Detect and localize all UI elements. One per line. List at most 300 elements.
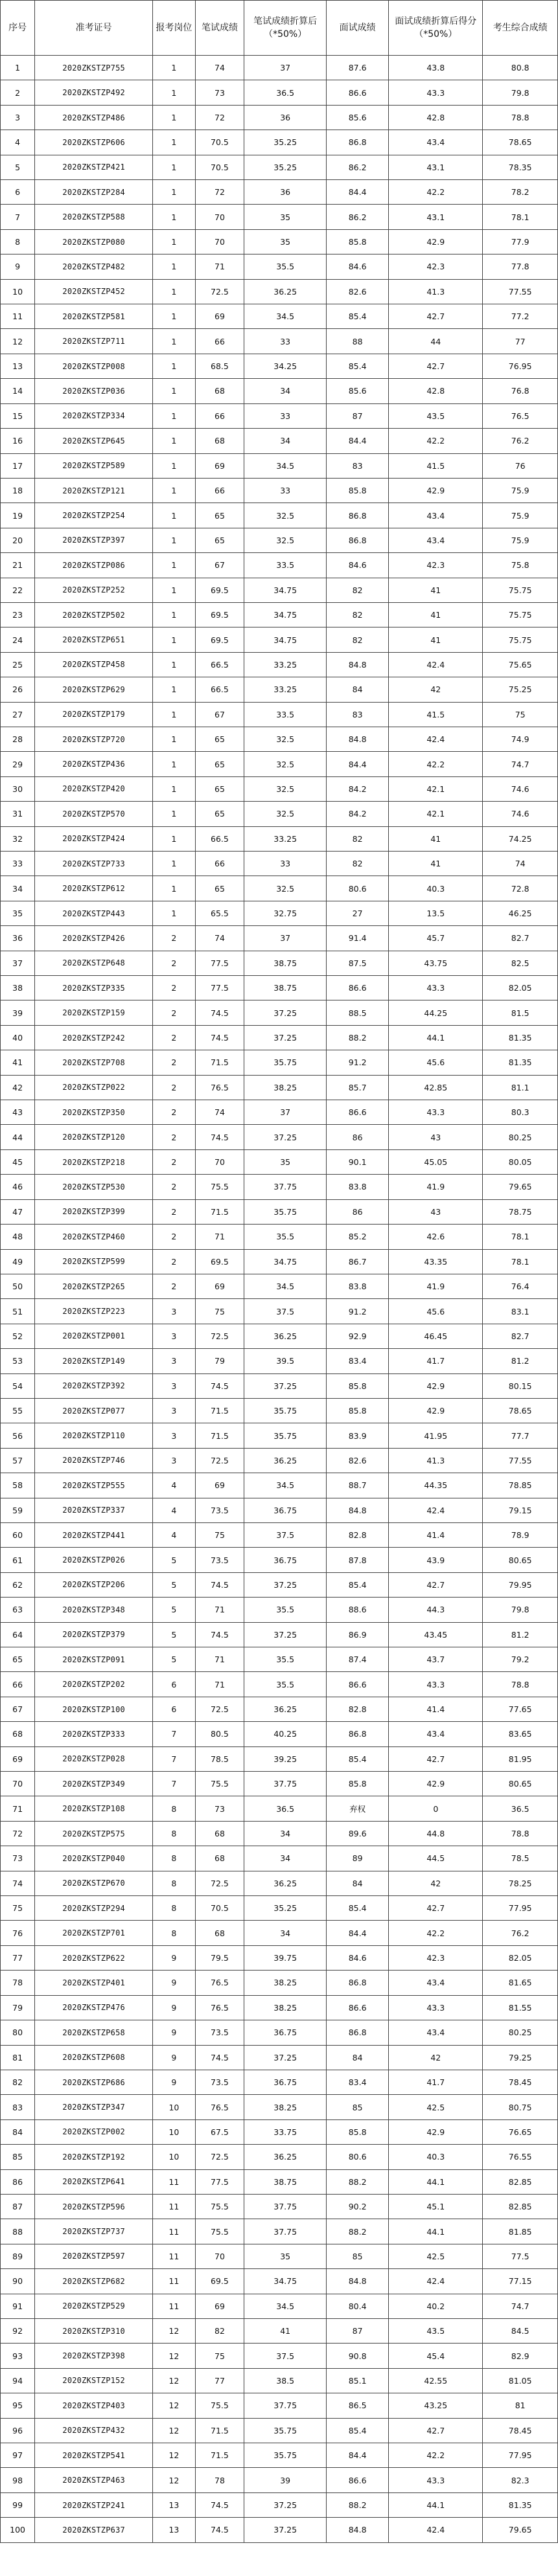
table-row bbox=[1, 329, 558, 354]
cell-written-weighted: 36.5 bbox=[244, 80, 327, 105]
cell-interview-score: 83.8 bbox=[327, 1175, 389, 1199]
cell-written-score: 70.5 bbox=[195, 130, 244, 155]
cell-exam-id: 2020ZKSTZP350 bbox=[35, 1100, 153, 1125]
cell-written-score: 69.5 bbox=[195, 602, 244, 627]
cell-interview-weighted: 46.45 bbox=[389, 1324, 483, 1348]
cell-position: 4 bbox=[153, 1473, 195, 1498]
cell-written-weighted: 33.25 bbox=[244, 677, 327, 702]
cell-total-score: 80.05 bbox=[483, 1149, 558, 1174]
cell-seq: 100 bbox=[1, 2518, 35, 2542]
cell-written-weighted: 36.25 bbox=[244, 2145, 327, 2169]
cell-written-weighted: 39.25 bbox=[244, 1746, 327, 1771]
cell-total-score: 78.45 bbox=[483, 2418, 558, 2443]
cell-interview-score: 85.4 bbox=[327, 1746, 389, 1771]
cell-position: 2 bbox=[153, 1149, 195, 1174]
table-row bbox=[1, 752, 558, 776]
cell-interview-score: 83.9 bbox=[327, 1423, 389, 1448]
cell-interview-weighted: 41.7 bbox=[389, 2070, 483, 2094]
cell-written-weighted: 37.25 bbox=[244, 2045, 327, 2070]
cell-interview-score: 87.4 bbox=[327, 1647, 389, 1672]
cell-position: 1 bbox=[153, 627, 195, 652]
cell-written-weighted: 32.5 bbox=[244, 503, 327, 528]
table-row bbox=[1, 1772, 558, 1796]
cell-written-weighted: 35.75 bbox=[244, 1398, 327, 1423]
cell-position: 1 bbox=[153, 503, 195, 528]
cell-written-weighted: 35.5 bbox=[244, 1225, 327, 1249]
cell-interview-score: 82.8 bbox=[327, 1522, 389, 1547]
cell-total-score: 75.9 bbox=[483, 503, 558, 528]
cell-written-score: 77.5 bbox=[195, 2169, 244, 2194]
cell-interview-score: 84.4 bbox=[327, 752, 389, 776]
table-row bbox=[1, 229, 558, 254]
cell-position: 12 bbox=[153, 2393, 195, 2418]
cell-interview-score: 82 bbox=[327, 852, 389, 876]
cell-exam-id: 2020ZKSTZP110 bbox=[35, 1423, 153, 1448]
cell-interview-weighted: 42.4 bbox=[389, 2269, 483, 2294]
cell-position: 12 bbox=[153, 2418, 195, 2443]
cell-interview-weighted: 42.9 bbox=[389, 1772, 483, 1796]
table-row bbox=[1, 1448, 558, 1473]
cell-seq: 49 bbox=[1, 1249, 35, 1274]
cell-interview-score: 88.5 bbox=[327, 1000, 389, 1025]
cell-written-weighted: 34.5 bbox=[244, 453, 327, 478]
cell-interview-score: 90.8 bbox=[327, 2344, 389, 2368]
header-interview-weighted: 面试成绩折算后得分（*50%） bbox=[389, 1, 483, 56]
cell-seq: 45 bbox=[1, 1149, 35, 1174]
table-row bbox=[1, 1149, 558, 1174]
cell-seq: 14 bbox=[1, 379, 35, 403]
cell-exam-id: 2020ZKSTZP159 bbox=[35, 1000, 153, 1025]
cell-total-score: 75.9 bbox=[483, 528, 558, 552]
cell-written-weighted: 36.75 bbox=[244, 2020, 327, 2045]
cell-written-weighted: 38.25 bbox=[244, 1995, 327, 2020]
cell-position: 12 bbox=[153, 2368, 195, 2393]
cell-seq: 12 bbox=[1, 329, 35, 354]
table-row bbox=[1, 1796, 558, 1821]
cell-exam-id: 2020ZKSTZP482 bbox=[35, 254, 153, 279]
cell-written-weighted: 36.25 bbox=[244, 1871, 327, 1895]
cell-interview-score: 83.8 bbox=[327, 1274, 389, 1298]
cell-interview-score: 80.6 bbox=[327, 2145, 389, 2169]
cell-written-weighted: 37.25 bbox=[244, 1373, 327, 1398]
cell-interview-score: 84 bbox=[327, 2045, 389, 2070]
cell-interview-score: 88.6 bbox=[327, 1598, 389, 1622]
cell-written-weighted: 37.25 bbox=[244, 1000, 327, 1025]
cell-exam-id: 2020ZKSTZP737 bbox=[35, 2219, 153, 2244]
cell-exam-id: 2020ZKSTZP036 bbox=[35, 379, 153, 403]
cell-interview-weighted: 43.4 bbox=[389, 1722, 483, 1746]
cell-exam-id: 2020ZKSTZP086 bbox=[35, 553, 153, 578]
cell-seq: 88 bbox=[1, 2219, 35, 2244]
cell-interview-weighted: 41.7 bbox=[389, 1349, 483, 1373]
cell-written-score: 74.5 bbox=[195, 1000, 244, 1025]
cell-interview-weighted: 42.2 bbox=[389, 1921, 483, 1945]
cell-interview-weighted: 45.6 bbox=[389, 1050, 483, 1075]
cell-seq: 38 bbox=[1, 976, 35, 1000]
cell-exam-id: 2020ZKSTZP746 bbox=[35, 1448, 153, 1473]
cell-seq: 53 bbox=[1, 1349, 35, 1373]
cell-interview-score: 86.8 bbox=[327, 2020, 389, 2045]
cell-total-score: 76 bbox=[483, 453, 558, 478]
cell-total-score: 78.1 bbox=[483, 1225, 558, 1249]
cell-exam-id: 2020ZKSTZP443 bbox=[35, 901, 153, 925]
cell-interview-score: 86.6 bbox=[327, 80, 389, 105]
cell-exam-id: 2020ZKSTZP223 bbox=[35, 1299, 153, 1324]
cell-written-weighted: 35.75 bbox=[244, 2418, 327, 2443]
cell-interview-score: 88.2 bbox=[327, 2219, 389, 2244]
cell-exam-id: 2020ZKSTZP337 bbox=[35, 1498, 153, 1522]
cell-total-score: 80.3 bbox=[483, 1100, 558, 1125]
cell-position: 6 bbox=[153, 1697, 195, 1721]
cell-written-score: 73.5 bbox=[195, 2070, 244, 2094]
cell-written-score: 69 bbox=[195, 1274, 244, 1298]
table-row bbox=[1, 1622, 558, 1647]
cell-seq: 16 bbox=[1, 429, 35, 453]
cell-total-score: 82.05 bbox=[483, 976, 558, 1000]
cell-written-weighted: 35.25 bbox=[244, 1896, 327, 1921]
cell-written-score: 74 bbox=[195, 1100, 244, 1125]
cell-position: 11 bbox=[153, 2294, 195, 2318]
cell-exam-id: 2020ZKSTZP486 bbox=[35, 105, 153, 130]
cell-written-score: 65.5 bbox=[195, 901, 244, 925]
cell-position: 5 bbox=[153, 1622, 195, 1647]
cell-position: 1 bbox=[153, 602, 195, 627]
cell-total-score: 77.65 bbox=[483, 1697, 558, 1721]
cell-written-weighted: 32.5 bbox=[244, 727, 327, 751]
cell-exam-id: 2020ZKSTZP149 bbox=[35, 1349, 153, 1373]
cell-written-score: 71 bbox=[195, 1672, 244, 1697]
cell-exam-id: 2020ZKSTZP651 bbox=[35, 627, 153, 652]
cell-written-score: 69 bbox=[195, 304, 244, 329]
cell-seq: 98 bbox=[1, 2468, 35, 2492]
cell-exam-id: 2020ZKSTZP441 bbox=[35, 1522, 153, 1547]
cell-total-score: 81 bbox=[483, 2393, 558, 2418]
cell-interview-weighted: 42.5 bbox=[389, 2244, 483, 2268]
cell-written-score: 71.5 bbox=[195, 1423, 244, 1448]
table-row bbox=[1, 852, 558, 876]
cell-interview-weighted: 41.3 bbox=[389, 1448, 483, 1473]
cell-seq: 57 bbox=[1, 1448, 35, 1473]
cell-position: 1 bbox=[153, 229, 195, 254]
cell-interview-score: 90.1 bbox=[327, 1149, 389, 1174]
cell-written-weighted: 37.75 bbox=[244, 2219, 327, 2244]
cell-interview-weighted: 42.9 bbox=[389, 2119, 483, 2144]
table-row bbox=[1, 1050, 558, 1075]
table-row bbox=[1, 2169, 558, 2194]
cell-interview-score: 84 bbox=[327, 677, 389, 702]
cell-position: 1 bbox=[153, 56, 195, 80]
cell-interview-score: 85.1 bbox=[327, 2368, 389, 2393]
table-row bbox=[1, 1274, 558, 1298]
cell-written-weighted: 38.75 bbox=[244, 951, 327, 975]
cell-total-score: 81.2 bbox=[483, 1622, 558, 1647]
cell-written-weighted: 33 bbox=[244, 852, 327, 876]
cell-interview-weighted: 42.7 bbox=[389, 304, 483, 329]
cell-interview-score: 85.4 bbox=[327, 1572, 389, 1597]
cell-interview-weighted: 42.9 bbox=[389, 229, 483, 254]
cell-interview-weighted: 13.5 bbox=[389, 901, 483, 925]
cell-written-weighted: 34 bbox=[244, 1921, 327, 1945]
cell-interview-weighted: 42.3 bbox=[389, 254, 483, 279]
cell-exam-id: 2020ZKSTZP421 bbox=[35, 155, 153, 179]
cell-position: 2 bbox=[153, 1000, 195, 1025]
cell-total-score: 76.5 bbox=[483, 403, 558, 428]
cell-seq: 29 bbox=[1, 752, 35, 776]
cell-exam-id: 2020ZKSTZP426 bbox=[35, 926, 153, 951]
cell-interview-weighted: 42.4 bbox=[389, 2518, 483, 2542]
cell-written-score: 65 bbox=[195, 503, 244, 528]
cell-interview-weighted: 42.9 bbox=[389, 1398, 483, 1423]
table-row bbox=[1, 1921, 558, 1945]
table-row bbox=[1, 1722, 558, 1746]
cell-total-score: 81.55 bbox=[483, 1995, 558, 2020]
cell-interview-weighted: 41 bbox=[389, 826, 483, 851]
cell-exam-id: 2020ZKSTZP529 bbox=[35, 2294, 153, 2318]
table-row bbox=[1, 1697, 558, 1721]
cell-written-weighted: 36.25 bbox=[244, 1324, 327, 1348]
cell-seq: 68 bbox=[1, 1722, 35, 1746]
cell-written-score: 67 bbox=[195, 702, 244, 727]
cell-exam-id: 2020ZKSTZP502 bbox=[35, 602, 153, 627]
cell-written-score: 71.5 bbox=[195, 1398, 244, 1423]
cell-exam-id: 2020ZKSTZP179 bbox=[35, 702, 153, 727]
cell-seq: 15 bbox=[1, 403, 35, 428]
cell-seq: 95 bbox=[1, 2393, 35, 2418]
table-row bbox=[1, 1125, 558, 1149]
cell-written-score: 66 bbox=[195, 403, 244, 428]
cell-written-weighted: 36 bbox=[244, 105, 327, 130]
cell-seq: 19 bbox=[1, 503, 35, 528]
cell-total-score: 81.35 bbox=[483, 2492, 558, 2517]
cell-written-score: 74.5 bbox=[195, 1622, 244, 1647]
table-row bbox=[1, 926, 558, 951]
cell-written-weighted: 35.75 bbox=[244, 2443, 327, 2468]
cell-total-score: 77.5 bbox=[483, 2244, 558, 2268]
table-row bbox=[1, 155, 558, 179]
cell-exam-id: 2020ZKSTZP606 bbox=[35, 130, 153, 155]
cell-interview-weighted: 44.1 bbox=[389, 2169, 483, 2194]
cell-total-score: 80.65 bbox=[483, 1772, 558, 1796]
table-row bbox=[1, 602, 558, 627]
cell-written-weighted: 37.25 bbox=[244, 1025, 327, 1050]
cell-written-score: 66 bbox=[195, 329, 244, 354]
cell-position: 12 bbox=[153, 2468, 195, 2492]
table-row bbox=[1, 1871, 558, 1895]
cell-interview-weighted: 44 bbox=[389, 329, 483, 354]
cell-interview-score: 88.7 bbox=[327, 1473, 389, 1498]
cell-written-score: 65 bbox=[195, 776, 244, 801]
cell-seq: 83 bbox=[1, 2095, 35, 2119]
cell-exam-id: 2020ZKSTZP399 bbox=[35, 1199, 153, 1224]
header-written-weighted: 笔试成绩折算后（*50%） bbox=[244, 1, 327, 56]
cell-interview-weighted: 43.5 bbox=[389, 2318, 483, 2343]
cell-written-score: 71 bbox=[195, 1225, 244, 1249]
cell-interview-weighted: 43.7 bbox=[389, 1647, 483, 1672]
cell-written-score: 70 bbox=[195, 229, 244, 254]
cell-written-score: 79.5 bbox=[195, 1945, 244, 1970]
cell-interview-weighted: 43.3 bbox=[389, 1672, 483, 1697]
table-row bbox=[1, 2393, 558, 2418]
cell-interview-weighted: 43.8 bbox=[389, 56, 483, 80]
table-row bbox=[1, 2045, 558, 2070]
table-row bbox=[1, 254, 558, 279]
cell-written-weighted: 34.75 bbox=[244, 602, 327, 627]
cell-total-score: 79.2 bbox=[483, 1647, 558, 1672]
cell-exam-id: 2020ZKSTZP596 bbox=[35, 2194, 153, 2219]
cell-exam-id: 2020ZKSTZP701 bbox=[35, 1921, 153, 1945]
cell-exam-id: 2020ZKSTZP608 bbox=[35, 2045, 153, 2070]
cell-written-score: 74 bbox=[195, 56, 244, 80]
cell-exam-id: 2020ZKSTZP424 bbox=[35, 826, 153, 851]
cell-position: 3 bbox=[153, 1299, 195, 1324]
cell-written-weighted: 37.25 bbox=[244, 1572, 327, 1597]
cell-exam-id: 2020ZKSTZP284 bbox=[35, 180, 153, 205]
cell-exam-id: 2020ZKSTZP401 bbox=[35, 1971, 153, 1995]
cell-written-weighted: 34.5 bbox=[244, 304, 327, 329]
cell-written-weighted: 37.75 bbox=[244, 1772, 327, 1796]
cell-position: 8 bbox=[153, 1821, 195, 1846]
cell-written-score: 75 bbox=[195, 1522, 244, 1547]
cell-interview-score: 86.2 bbox=[327, 205, 389, 229]
cell-total-score: 77.95 bbox=[483, 2443, 558, 2468]
cell-position: 11 bbox=[153, 2244, 195, 2268]
cell-written-weighted: 32.5 bbox=[244, 752, 327, 776]
cell-interview-weighted: 43.4 bbox=[389, 2020, 483, 2045]
cell-interview-score: 85.8 bbox=[327, 2119, 389, 2144]
cell-total-score: 78.8 bbox=[483, 105, 558, 130]
cell-total-score: 80.25 bbox=[483, 2020, 558, 2045]
cell-written-weighted: 32.5 bbox=[244, 776, 327, 801]
cell-written-score: 70.5 bbox=[195, 1896, 244, 1921]
cell-total-score: 75.9 bbox=[483, 478, 558, 503]
cell-interview-score: 86.9 bbox=[327, 1622, 389, 1647]
cell-written-weighted: 35 bbox=[244, 229, 327, 254]
cell-written-score: 73 bbox=[195, 80, 244, 105]
cell-interview-score: 弃权 bbox=[327, 1796, 389, 1821]
cell-total-score: 81.5 bbox=[483, 1000, 558, 1025]
cell-interview-weighted: 42.5 bbox=[389, 2095, 483, 2119]
cell-position: 2 bbox=[153, 1225, 195, 1249]
cell-exam-id: 2020ZKSTZP334 bbox=[35, 403, 153, 428]
cell-seq: 66 bbox=[1, 1672, 35, 1697]
cell-position: 8 bbox=[153, 1921, 195, 1945]
cell-interview-score: 86 bbox=[327, 1125, 389, 1149]
cell-written-weighted: 38.5 bbox=[244, 2368, 327, 2393]
cell-position: 2 bbox=[153, 1175, 195, 1199]
cell-total-score: 81.2 bbox=[483, 1349, 558, 1373]
cell-interview-weighted: 42.4 bbox=[389, 1498, 483, 1522]
cell-interview-score: 86.2 bbox=[327, 155, 389, 179]
cell-seq: 73 bbox=[1, 1846, 35, 1871]
cell-interview-score: 88.2 bbox=[327, 2492, 389, 2517]
table-row bbox=[1, 1025, 558, 1050]
cell-exam-id: 2020ZKSTZP335 bbox=[35, 976, 153, 1000]
cell-interview-weighted: 44.8 bbox=[389, 1821, 483, 1846]
table-row bbox=[1, 2020, 558, 2045]
cell-total-score: 79.25 bbox=[483, 2045, 558, 2070]
cell-interview-score: 82.6 bbox=[327, 1448, 389, 1473]
cell-interview-weighted: 42.8 bbox=[389, 379, 483, 403]
cell-written-score: 74.5 bbox=[195, 1125, 244, 1149]
cell-interview-score: 86 bbox=[327, 1199, 389, 1224]
cell-seq: 32 bbox=[1, 826, 35, 851]
cell-exam-id: 2020ZKSTZP629 bbox=[35, 677, 153, 702]
table-row bbox=[1, 627, 558, 652]
cell-total-score: 84.5 bbox=[483, 2318, 558, 2343]
cell-written-score: 74.5 bbox=[195, 1373, 244, 1398]
cell-interview-score: 85.8 bbox=[327, 1398, 389, 1423]
cell-written-score: 73.5 bbox=[195, 1548, 244, 1572]
cell-exam-id: 2020ZKSTZP397 bbox=[35, 528, 153, 552]
cell-interview-weighted: 43.9 bbox=[389, 1548, 483, 1572]
cell-interview-score: 84.8 bbox=[327, 727, 389, 751]
cell-interview-score: 84.4 bbox=[327, 180, 389, 205]
header-interview-score: 面试成绩 bbox=[327, 1, 389, 56]
cell-total-score: 76.8 bbox=[483, 379, 558, 403]
cell-interview-score: 87 bbox=[327, 403, 389, 428]
cell-interview-weighted: 40.3 bbox=[389, 2145, 483, 2169]
cell-interview-score: 87.5 bbox=[327, 951, 389, 975]
cell-exam-id: 2020ZKSTZP310 bbox=[35, 2318, 153, 2343]
cell-exam-id: 2020ZKSTZP555 bbox=[35, 1473, 153, 1498]
cell-written-score: 68.5 bbox=[195, 354, 244, 378]
cell-written-weighted: 35 bbox=[244, 205, 327, 229]
cell-exam-id: 2020ZKSTZP530 bbox=[35, 1175, 153, 1199]
cell-interview-score: 84.2 bbox=[327, 776, 389, 801]
cell-interview-weighted: 41.5 bbox=[389, 702, 483, 727]
cell-written-score: 66.5 bbox=[195, 826, 244, 851]
cell-interview-score: 86.6 bbox=[327, 976, 389, 1000]
cell-exam-id: 2020ZKSTZP570 bbox=[35, 802, 153, 826]
cell-written-score: 71.5 bbox=[195, 1050, 244, 1075]
cell-interview-score: 87.8 bbox=[327, 1548, 389, 1572]
cell-position: 2 bbox=[153, 1274, 195, 1298]
cell-written-weighted: 36.75 bbox=[244, 1548, 327, 1572]
cell-written-weighted: 32.5 bbox=[244, 802, 327, 826]
cell-total-score: 74.9 bbox=[483, 727, 558, 751]
cell-total-score: 75.75 bbox=[483, 627, 558, 652]
table-row bbox=[1, 2368, 558, 2393]
cell-seq: 21 bbox=[1, 553, 35, 578]
cell-total-score: 78.1 bbox=[483, 1249, 558, 1274]
cell-written-weighted: 35 bbox=[244, 2244, 327, 2268]
cell-interview-weighted: 42.2 bbox=[389, 429, 483, 453]
cell-written-score: 69 bbox=[195, 2294, 244, 2318]
cell-position: 9 bbox=[153, 1971, 195, 1995]
cell-interview-weighted: 41.3 bbox=[389, 279, 483, 304]
cell-interview-score: 84.4 bbox=[327, 429, 389, 453]
cell-interview-score: 86.8 bbox=[327, 1722, 389, 1746]
table-row bbox=[1, 727, 558, 751]
cell-written-score: 78 bbox=[195, 2468, 244, 2492]
table-row bbox=[1, 1398, 558, 1423]
cell-interview-score: 86.6 bbox=[327, 2468, 389, 2492]
cell-position: 1 bbox=[153, 677, 195, 702]
table-body bbox=[1, 56, 558, 2543]
cell-total-score: 82.3 bbox=[483, 2468, 558, 2492]
cell-interview-weighted: 43.1 bbox=[389, 155, 483, 179]
cell-total-score: 81.35 bbox=[483, 1025, 558, 1050]
cell-written-weighted: 34.75 bbox=[244, 578, 327, 602]
cell-exam-id: 2020ZKSTZP458 bbox=[35, 652, 153, 677]
cell-interview-weighted: 42.7 bbox=[389, 1746, 483, 1771]
cell-total-score: 82.7 bbox=[483, 1324, 558, 1348]
cell-written-weighted: 34.75 bbox=[244, 627, 327, 652]
cell-seq: 56 bbox=[1, 1423, 35, 1448]
cell-seq: 50 bbox=[1, 1274, 35, 1298]
cell-written-weighted: 37 bbox=[244, 926, 327, 951]
cell-written-weighted: 33.5 bbox=[244, 553, 327, 578]
